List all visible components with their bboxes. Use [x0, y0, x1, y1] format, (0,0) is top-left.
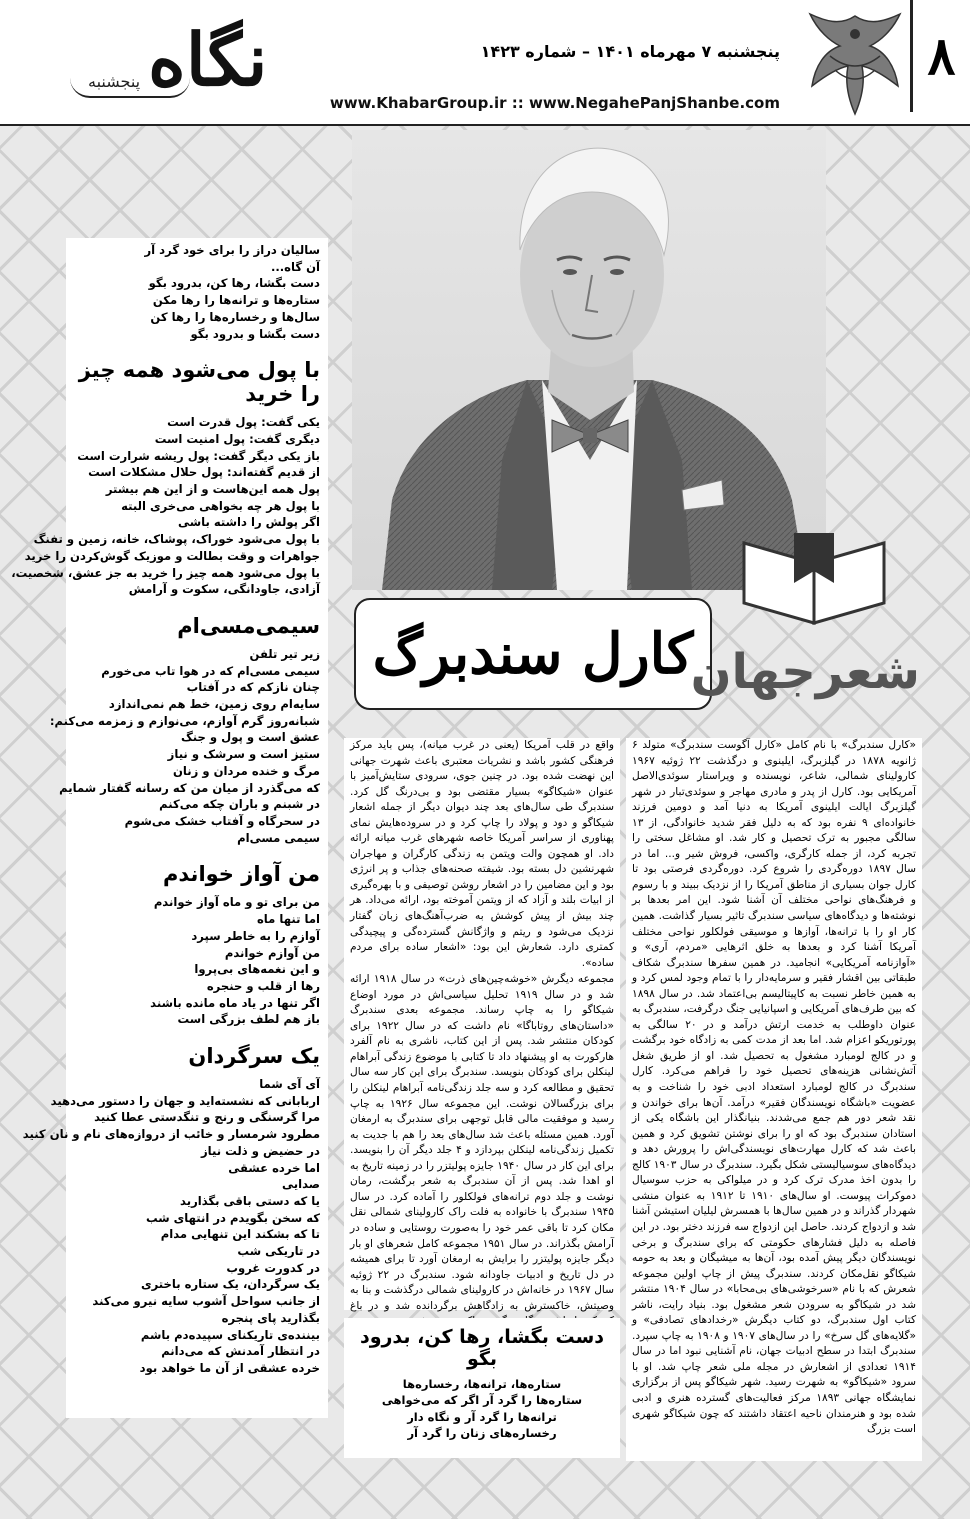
poem-line: ستاره‌ها، ترانه‌ها، رخساره‌ها [402, 1377, 562, 1391]
intro-poem [72, 242, 320, 342]
poem-line: آن گاه... [270, 259, 320, 274]
poem-line: در تاریکی شب [237, 1244, 320, 1259]
poem-line: آزادی، جاودانگی، سکوت و آرامش [128, 582, 320, 597]
portrait-illustration [352, 130, 826, 590]
poem-line: آی آی شما [259, 1077, 320, 1092]
poem-line: بگذارید پای پنجره [221, 1310, 320, 1325]
open-book-icon [734, 523, 894, 623]
poem-title: سیمی‌مسی‌ام [177, 613, 320, 638]
poem-line: اما خرده عشقی [228, 1160, 320, 1175]
poem-title: من آواز خواندم [163, 862, 320, 887]
poem-line: سال‌ها و رخساره‌ها را رها کن [150, 309, 320, 324]
poem-line: خرده عشقی از آن ما خواهد بود [139, 1360, 320, 1375]
poem-line: رها از قلب و حنجره [206, 978, 320, 993]
poems-column [11, 238, 328, 1418]
poem-line: تا که بشکند این تنهایی مدام [160, 1227, 320, 1242]
poem-line: از جانب سواحل آشوب سایه نیرو می‌کند [92, 1294, 320, 1309]
poem-line: باز هم لطف بزرگی است [177, 1012, 320, 1027]
poem-line: که سخن بگویدم در انتهای شب [145, 1210, 320, 1225]
poem-line: ترانه‌ها را گرد آر و نگاه دار [407, 1409, 557, 1424]
page-header [0, 0, 970, 126]
logo-text: نگاه [148, 17, 268, 102]
featured-poem [344, 1318, 620, 1458]
issue-dateline: پنجشنبه ۷ مهرماه ۱۴۰۱ – شماره ۱۴۲۳ [480, 42, 780, 61]
poem-line: در حضیض و ذلت نیاز [201, 1143, 320, 1158]
poem-line: یک سرگردان، یک ستاره باختری [140, 1277, 320, 1292]
section-title: شعرجهان [690, 644, 920, 700]
poem-line: مرا گرسنگی و رنج و تنگدستی عطا کنید [94, 1110, 320, 1125]
poem-line: زیر تیر تلفن [249, 646, 320, 661]
poem-line: سالیان دراز را برای خود گرد آر [144, 243, 320, 257]
poem-line: باز یکی دیگر گفت: پول ریشه شرارت است [77, 448, 320, 463]
poem-line: با پول هر چه بخواهی می‌خری البته [121, 498, 320, 513]
logo-subtitle: پنجشنبه [88, 72, 141, 91]
poem-line: مرگ و خنده مردان و زنان [173, 763, 320, 778]
poet-name: کارل سندبرگ [372, 621, 694, 687]
poem-line: چنان نازکم که در آفتاب [186, 680, 320, 695]
poem-line: شبانه‌روز گرم آوازم، می‌نوازم و زمزمه می‌کنم: [49, 713, 320, 728]
poem-line: در سحرگاه و آفتاب خشک می‌شوم [124, 813, 320, 828]
poem-line: دیگری گفت: پول امنیت است [154, 431, 320, 446]
poem-line: دست بگشا، رها کن، بدرود بگو [148, 276, 320, 291]
page-number: ۸ [927, 25, 956, 87]
page-number-tab [910, 0, 970, 112]
poem-title: با پول می‌شود همه چیز را خرید [78, 358, 320, 407]
poem-money [11, 358, 320, 598]
poem-line: دست بگشا و بدرود بگو [190, 326, 320, 341]
poem-line: اگر تنها در یاد ماه مانده باشند [150, 995, 320, 1010]
poem-line: بیننده‌ی تاریکنای سپیده‌دم باشم [140, 1327, 320, 1342]
poem-line: از قدیم گفته‌اند: پول حلال مشکلات است [88, 465, 320, 480]
poem-line: با پول می‌شود همه چیز را خرید به جز عشق، شخصیت، [11, 565, 320, 580]
poem-line: سایه‌ام روی زمین، خط هم نمی‌اندازد [108, 697, 320, 712]
poem-line: ستاره‌ها و ترانه‌ها را رها مکن [152, 293, 320, 308]
poem-line: اما تنها ماه [256, 912, 320, 927]
article-paragraph: واقع در قلب آمریکا (یعنی در غرب میانه)، پس باید مرکز فرهنگی کشور باشد و نشریات معتبری باعث شهرت جهانی این نهضت شده بود. در چنین جوی، سرودی ستایش‌آمیز با عنوان «شیکاگو» بسیار مقتضی بود و بی‌درنگ گل کرد. سندبرگ طی سال‌های بعد چند دیوان دیگر از جمله اشعار شیکاگو و دود و پولاد را چاپ کرد و در سروده‌هایش نمای پهناوری از سراسر آمریکا خاصه شهرهای غرب میانه ارائه داد. او همچون والت ویتمن به زندگی کارگران و مهاجران شهرنشین دل بسته بود. شیفته صحنه‌های جذاب و پر انرژی بود و این مضامین را در اشعار روشن توصیفی و با بهره‌گیری از ابیات بلند و آزاد که از ویتمن آموخته بود، ارائه می‌داد. هر چند بیش از پیش کوشش به ضرب‌آهنگ‌های زبان گفتار نزدیک می‌شود و ریتم و واژگانش گسترده‌گی و پیچیدگی کمتری دارد. شعارش این بود: «اشعار ساده برای مردم ساده». [350, 739, 614, 969]
poem-line: من برای تو و ماه آواز خواندم [153, 895, 320, 910]
poem-line: پول همه این‌هاست و از این هم بیشتر [105, 482, 320, 497]
poem-wanderer [22, 1044, 320, 1377]
article-paragraph: «کارل سندبرگ» با نام کامل «کارل آگوست سندبرگ» متولد ۶ ژانویه ۱۸۷۸ در گیلزبرگ، ایلینوی و درگذشت ۲۲ ژوئیه ۱۹۶۷ کارولینای شمالی، شاعر، نویسنده و ویراستار سوئدی‌الاصل آمریکایی بود. کارل از پدر و مادری مهاجر و سوئدی‌تبار در شهر گیلزبرگ ایالت ایلینوی آمریکا به دنیا آمد و دومین فرزند خانواده‌ای ۹ نفره بود که به دلیل فقر شدید خانوادگی، از ۱۳ سالگی مجبور به ترک تحصیل و کار شد. او مشاغل سختی را تجربه کرد، از جمله کارگری، واکسی، فروش شیر و... اما در سال ۱۸۹۷ دوره‌گردی را شروع کرد. دوره‌گردی فرصتی بود تا کارل جوان بسیاری از مناطق آمریکا را از نزدیک ببیند و با رسوم و فرهنگ‌های نواحی مختلف آن آشنا شود. این امر بعدها بر نوشته‌ها و دیدگاه‌های سیاسی سندبرگ تاثیر بسیار گذاشت. همین کار او را با ترانه‌ها، آوازها و موسیقی فولکلور نواحی مختلف آمریکا آشنا کرد و بعدها به خلق اثرهایی «مردم، آری» و «آوازنامه آمریکایی» انجامید. در همین سفرها سندبرگ شکاف طبقاتی بین اقشار فقیر و سرمایه‌دار را با تمام وجود لمس کرد و به همین خاطر نسبت به کاپیتالیسم بی‌اعتماد شد. در سال ۱۸۹۸ که بین طرف‌های آمریکایی و اسپانیایی جنگ درگرفت، سندبرگ به عنوان داوطلب به خدمت ارتش درآمد و در ۲۰ سالگی به پورتوریکو اعزام شد. اما بعد از مدت کمی به زادگاه خود برگشت و در کالج لومبارد مشغول به تحصیل شد. او از طریق شغل آتش‌نشانی هزینه‌های تحصیل خود را فراهم می‌کرد. کارل سندبرگ در کالج لومبارد استعداد ادبی خود را شناخت و به عضویت «باشگاه نویسندگان فقیر» درآمد. آن‌ها برای خواندن و نقد شعر دور هم جمع می‌شدند. بنیانگذار این باشگاه یکی از استادان سندبرگ بود که او را برای نوشتن تشویق کرد و همین باعث شد که کارل مهارت‌های نویسندگی‌اش را پرورش دهد و دیدگاه‌های سوسیالیستی شکل بگیرد. سندبرگ در سال ۱۹۰۳ کالج را بدون اخذ مدرک ترک کرد و در میلواکی به حزب سوسیال دموکرات پیوست. او سال‌های ۱۹۱۰ تا ۱۹۱۲ به عنوان منشی شهردار گذراند و در همین سال‌ها با همسرش لیلیان استیشن آشنا شد و ازدواج کردند. حاصل این ازدواج سه فرزند دختر بود. در این فاصله به دلیل فشارهای حکومتی که برای سندبرگ و برخی نویسندگان دیگر پیش آمده بود، آن‌ها به میشیگان و بعد به حومه شیکاگو نقل‌مکان کردند. سندبرگ پیش از چاپ اولین مجموعه شعرش که با نام «سرخوشی‌های بی‌محابا» در سال ۱۹۰۴ منتشر شد در شیکاگو به سرودن شعر مشغول بود. بنیاد رایت، ناشر کتاب اول سندبرگ، دو کتاب دیگرش «رخدادهای تصادفی» و «گلایه‌های گل سرخ» را در سال‌های ۱۹۰۷ و ۱۹۰۸ به چاپ سپرد. سندبرگ ابتدا در سطح ادبیات جهان، نام آشنایی نبود اما در سال ۱۹۱۴ تعدادی از اشعارش در مجله ملی شعر چاپ شد. او با سرود «شیکاگو» به شهرت رسید. شهر شیکاگو پس از برگزاری نمایشگاه جهانی ۱۸۹۳ مرکز فعالیت‌های گسترده هنری و ادبی شده بود و هنرمندان ناحیه اعتقاد داشتند که چون شیکاگو شهری است بزرگ [632, 739, 917, 1436]
article-column-right [626, 738, 922, 1461]
poem-line: در کدورت غروب [226, 1260, 320, 1275]
poem-line: آوازم را به خاطر سپرد [191, 928, 320, 943]
poem-line: من آوازم خواندم [224, 945, 320, 960]
poem-line: اربابانی که نشسته‌اید و جهان را دستور می‌دهید [50, 1093, 320, 1108]
poem-line: یکی گفت: پول قدرت است [167, 415, 320, 430]
poem-copper-wire [49, 613, 320, 846]
poem-line: یا که دستی باقی بگذارید [180, 1193, 320, 1208]
poem-line: رخساره‌های زنان را گرد آر [407, 1426, 557, 1441]
poem-line: در انتظار آمدنش که می‌دانم [161, 1344, 320, 1359]
poem-title: یک سرگردان [188, 1044, 320, 1069]
poem-line: در شبنم و باران چکه می‌کنم [159, 797, 320, 812]
poem-line: ستیز است و سرشک و نیاز [167, 747, 320, 762]
poem-line: سیمی مسی‌ام [237, 830, 320, 845]
poem-line: سیمی مسی‌ام که در هوا تاب می‌خورم [101, 663, 320, 678]
poem-i-sang [72, 862, 320, 1028]
poet-name-box [354, 598, 712, 710]
newspaper-logo [30, 10, 300, 110]
poem-line: صدایی [282, 1177, 320, 1192]
poem-line: مطرود شرمسار و خائب از دروازه‌های نام و نان کنید [22, 1127, 320, 1142]
article-column-middle [344, 738, 620, 1310]
poem-line: با پول می‌شود خوراک، پوشاک، خانه، زمین و تفنگ [33, 532, 320, 547]
poem-line: و این نغمه‌های بی‌پروا [194, 962, 320, 977]
poet-portrait [352, 130, 826, 590]
poem-line: که می‌گذرد از میان من که رسانه گفتار شمایم [59, 780, 320, 795]
featured-poem-title: دست بگشا، رها کن، بدرود بگو [359, 1326, 605, 1370]
phoenix-ornament-icon [800, 6, 910, 120]
website-urls: www.KhabarGroup.ir :: www.NegahePanjShanbe.com [329, 94, 780, 112]
poem-line: جواهرات و وقت بطالت و موزیک گوش‌کردن را خرید [24, 548, 320, 563]
article-paragraph: مجموعه دیگرش «خوشه‌چین‌های ذرت» در سال ۱۹۱۸ ارائه شد و در سال ۱۹۱۹ تحلیل سیاسی‌اش در مورد اوضاع شیکاگو را به چاپ رساند. مجموعه بعدی سندبرگ «داستان‌های روتاباگا» نام داشت که در سال ۱۹۲۲ برای کودکان منتشر شد. پس از این کتاب، ناشری به نام آلفرد هارکورت به او پیشنهاد داد تا کتابی با موضوع زندگی آبراهام لینکلن برای کودکان بنویسد. سندبرگ برای این کار سه سال تحقیق و مطالعه کرد و سه جلد زندگی‌نامه آبراهام لینکلن را برای بزرگسالان نوشت. این مجموعه سال ۱۹۲۶ به چاپ رسید و موفقیت مالی قابل توجهی برای سندبرگ به ارمغان آورد. همین مسئله باعث شد سال‌های بعد را هم با جدیت به تکمیل زندگی‌نامه لینکلن بپردازد و ۴ جلد دیگر آن را بنویسد. برای این کار در سال ۱۹۴۰ جایزه پولیتزر را در زمینه تاریخ به او اهدا شد. پس از آن سندبرگ به شعر برگشت، رمان نوشت و جلد دوم ترانه‌های فولکلور را آماده کرد. در سال ۱۹۴۵ سندبرگ با خانواده به فلت راک کارولینای شمالی نقل مکان کرد تا باقی عمر خود را به‌صورت روستایی و ساده در آرامش بگذراند. در سال ۱۹۵۱ مجموعه کامل شعرهای او بار دیگر جایزه پولیتزر را برایش به ارمغان آورد تا برای همیشه در دل تاریخ و ادبیات جاودانه شود. سندبرگ در ۲۲ ژوئیه سال ۱۹۶۷ در خانه‌اش در کارولینای شمالی درگذشت و بنا به وصیتش، خاکسترش به زادگاهش برگردانده شد و در باغ [350, 973, 615, 1312]
poem-line: عشق است و پول و جنگ [180, 730, 320, 745]
poem-line: اگر پولش را داشته باشی [177, 515, 320, 530]
poem-line: ستاره‌ها را گرد آر اگر که می‌خواهی [381, 1393, 583, 1408]
